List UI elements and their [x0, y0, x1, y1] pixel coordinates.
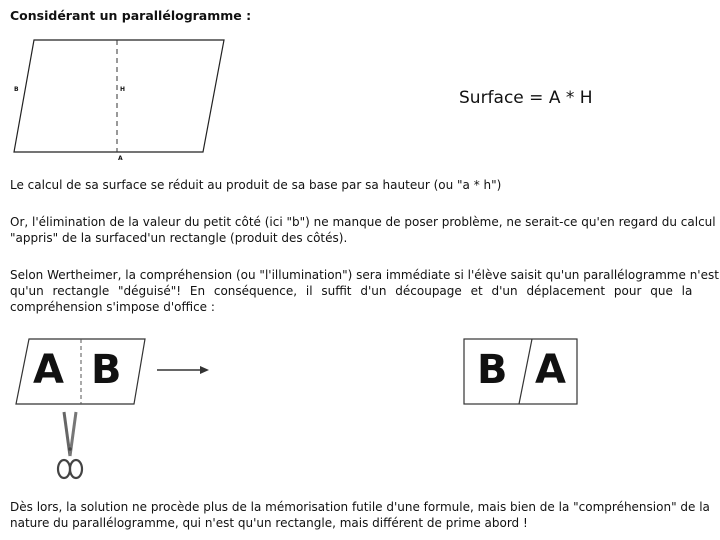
base-a-label: A — [118, 155, 123, 162]
paragraph-2-line-2: "appris" de la surfaced'un rectangle (produit des côtés). — [10, 231, 348, 245]
paragraph-4-line-2: nature du parallélogramme, qui n'est qu'un rectangle, mais différent de prime abord ! — [10, 516, 528, 530]
surface-formula: Surface = A * H — [459, 88, 593, 108]
paragraph-2-line-1: Or, l'élimination de la valeur du petit côté (ici "b") ne manque de poser problème, ne serait-ce qu'en regard du calcul — [10, 215, 716, 229]
parallelogram-shape — [14, 40, 224, 152]
paragraph-4-line-1: Dès lors, la solution ne procède plus de la mémorisation futile d'une formule, mais bien de la "compréhension" de la — [10, 500, 710, 514]
page-title: Considérant un parallélogramme : — [10, 8, 252, 23]
paragraph-3-line-1: Selon Wertheimer, la compréhension (ou "l'illumination") sera immédiate si l'élève saisit qu'un parallélogramme n'est — [10, 268, 719, 282]
height-h-label: H — [120, 86, 126, 93]
paragraph-3-line-2: qu'un rectangle "déguisé"! En conséquence, il suffit d'un découpage et d'un déplacement pour que la — [10, 284, 693, 298]
result-piece-a: A — [535, 347, 566, 393]
result-piece-b: B — [477, 347, 508, 393]
cut-piece-b: B — [91, 347, 122, 393]
paragraph-1: Le calcul de sa surface se réduit au produit de sa base par sa hauteur (ou "a * h") — [10, 178, 502, 192]
side-b-label: B — [14, 86, 19, 93]
result-diagonal-cut — [519, 339, 532, 404]
paragraph-3-line-3: compréhension s'impose d'office : — [10, 300, 215, 314]
move-arrow-head — [200, 366, 209, 374]
cut-piece-a: A — [33, 347, 64, 393]
scissors-icon — [58, 412, 82, 478]
